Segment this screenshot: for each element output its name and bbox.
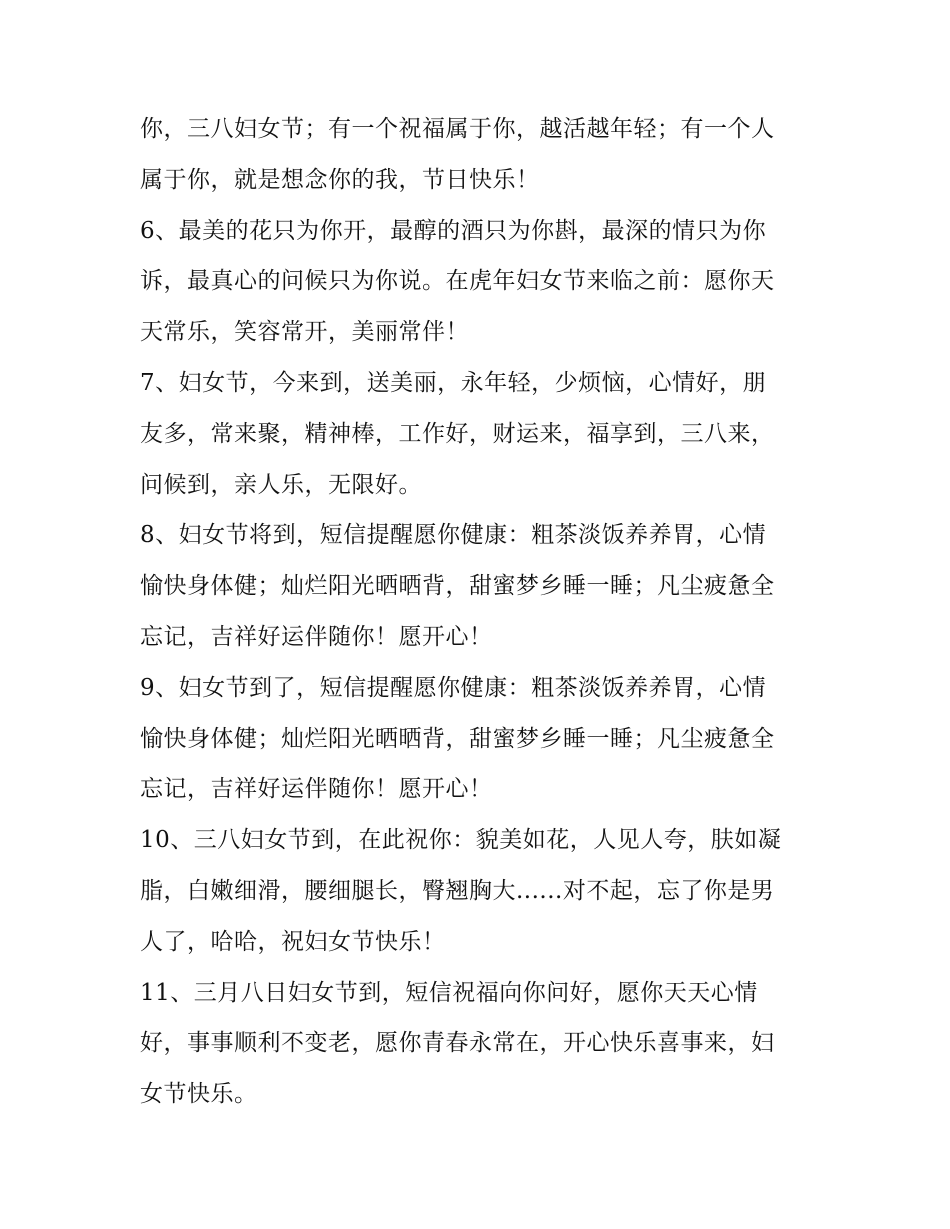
text-line: 10、三八妇女节到，在此祝你：貌美如花，人见人夸，肤如凝 bbox=[140, 827, 782, 854]
text-line: 愉快身体健；灿烂阳光晒晒背，甜蜜梦乡睡一睡；凡尘疲惫全 bbox=[140, 573, 775, 600]
text-line: 人了，哈哈，祝妇女节快乐！ bbox=[140, 928, 446, 955]
text-line: 好，事事顺利不变老，愿你青春永常在，开心快乐喜事来，妇 bbox=[140, 1030, 775, 1057]
text-line: 愉快身体健；灿烂阳光晒晒背，甜蜜梦乡睡一睡；凡尘疲惫全 bbox=[140, 725, 775, 752]
text-line: 11、三月八日妇女节到，短信祝福向你问好，愿你天天心情 bbox=[140, 979, 758, 1006]
text-line: 你，三八妇女节；有一个祝福属于你，越活越年轻；有一个人 bbox=[140, 116, 775, 142]
text-line: 7、妇女节，今来到，送美丽，永年轻，少烦恼，心情好，朋 bbox=[140, 369, 767, 396]
text-line: 脂，白嫩细滑，腰细腿长，臀翘胸大......对不起，忘了你是男 bbox=[140, 877, 775, 904]
text-line: 9、妇女节到了，短信提醒愿你健康：粗茶淡饭养养胃，心情 bbox=[140, 674, 767, 701]
text-line: 友多，常来聚，精神棒，工作好，财运来，福享到，三八来， bbox=[140, 420, 775, 447]
text-line: 属于你，就是想念你的我，节日快乐！ bbox=[140, 166, 540, 193]
text-line: 忘记，吉祥好运伴随你！愿开心！ bbox=[140, 623, 493, 650]
text-line: 6、最美的花只为你开，最醇的酒只为你斟，最深的情只为你 bbox=[140, 217, 767, 244]
text-line: 诉，最真心的问候只为你说。在虎年妇女节来临之前：愿你天 bbox=[140, 268, 775, 295]
text-line: 8、妇女节将到，短信提醒愿你健康：粗茶淡饭养养胃，心情 bbox=[140, 522, 767, 549]
document-body bbox=[140, 104, 820, 1120]
text-line: 天常乐，笑容常开，美丽常伴！ bbox=[140, 319, 469, 346]
text-line: 问候到，亲人乐，无限好。 bbox=[140, 471, 422, 498]
text-line: 忘记，吉祥好运伴随你！愿开心！ bbox=[140, 776, 493, 803]
text-line: 女节快乐。 bbox=[140, 1081, 258, 1108]
